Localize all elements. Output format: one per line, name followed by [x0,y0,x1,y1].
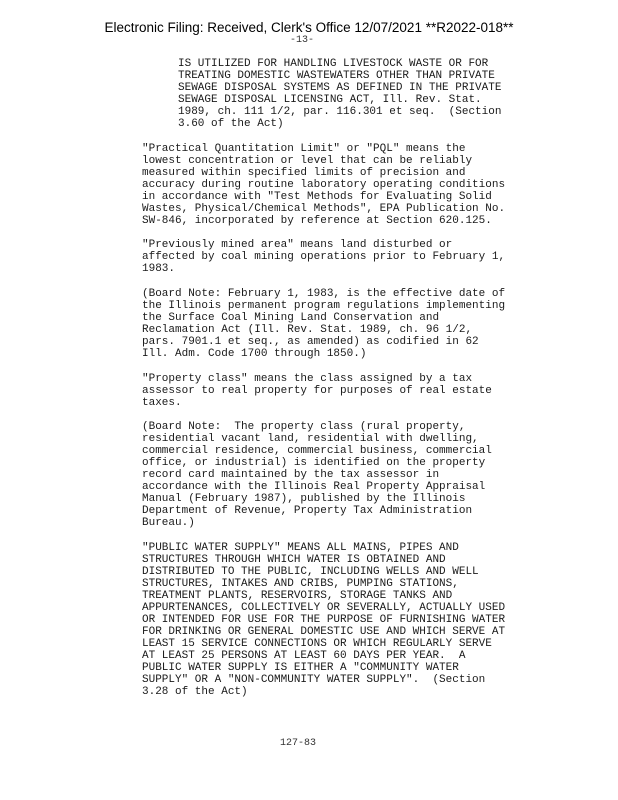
page-number-top: -13- [290,35,315,46]
filing-stamp: Electronic Filing: Received, Clerk's Office 12/07/2021 **R2022-018** [104,20,514,35]
paragraph-board-note-mining: (Board Note: February 1, 1983, is the effective date of the Illinois permanent program regulations implementing the Surface Coal Mining Land Conservation and Reclamation Act (Ill. Rev. Stat. 1989, ch. 96 1/2, pars. 7901.1 et seq., as amended) as codified in 62 Ill. Adm. Code 1700 through 1850.) [142,288,506,360]
paragraph-pql-definition: "Practical Quantitation Limit" or "PQL" means the lowest concentration or level that can be reliably measured within specified limits of precision and accuracy during routine laboratory operating conditions in accordance with "Test Methods for Evaluating Solid Wastes, Physical/Chemical Methods", EPA Publication No. SW-846, incorporated by reference at Section 620.125. [142,143,506,227]
paragraph-public-water-supply: "PUBLIC WATER SUPPLY" MEANS ALL MAINS, PIPES AND STRUCTURES THROUGH WHICH WATER IS OBTAINED AND DISTRIBUTED TO THE PUBLIC, INCLUDING WELLS AND WELL STRUCTURES, INTAKES AND CRIBS, PUMPING STATIONS, TREATMENT PLANTS, RESERVOIRS, STORAGE TANKS AND APPURTENANCES, COLLECTIVELY OR SEVERALLY, ACTUALLY USED OR INTENDED FOR USE FOR THE PURPOSE OF FURNISHING WATER FOR DRINKING OR GENERAL DOMESTIC USE AND WHICH SERVE AT LEAST 15 SERVICE CONNECTIONS OR WHICH REGULARLY SERVE AT LEAST 25 PERSONS AT LEAST 60 DAYS PER YEAR. A PUBLIC WATER SUPPLY IS EITHER A "COMMUNITY WATER SUPPLY" OR A "NON-COMMUNITY WATER SUPPLY". (Section 3.28 of the Act) [142,542,506,698]
paragraph-board-note-property: (Board Note: The property class (rural property, residential vacant land, residential with dwelling, commercial residence, commercial business, commercial office, or industrial) is identified on the property record card maintained by the tax assessor in accordance with the Illinois Real Property Appraisal Manual (February 1987), published by the Illinois Department of Revenue, Property Tax Administration Bureau.) [142,421,492,529]
paragraph-previously-mined-area: "Previously mined area" means land disturbed or affected by coal mining operations prior to February 1, 1983. [142,239,506,275]
page-number-footer: 127-83 [280,738,317,749]
paragraph-property-class: "Property class" means the class assigned by a tax assessor to real property for purposes of real estate taxes. [142,373,492,409]
paragraph-continuation: IS UTILIZED FOR HANDLING LIVESTOCK WASTE OR FOR TREATING DOMESTIC WASTEWATERS OTHER THAN PRIVATE SEWAGE DISPOSAL SYSTEMS AS DEFINED IN THE PRIVATE SEWAGE DISPOSAL LICENSING ACT, Ill. Rev. Stat. 1989, ch. 111 1/2, par. 116.301 et seq. (Section 3.60 of the Act) [178,58,502,130]
